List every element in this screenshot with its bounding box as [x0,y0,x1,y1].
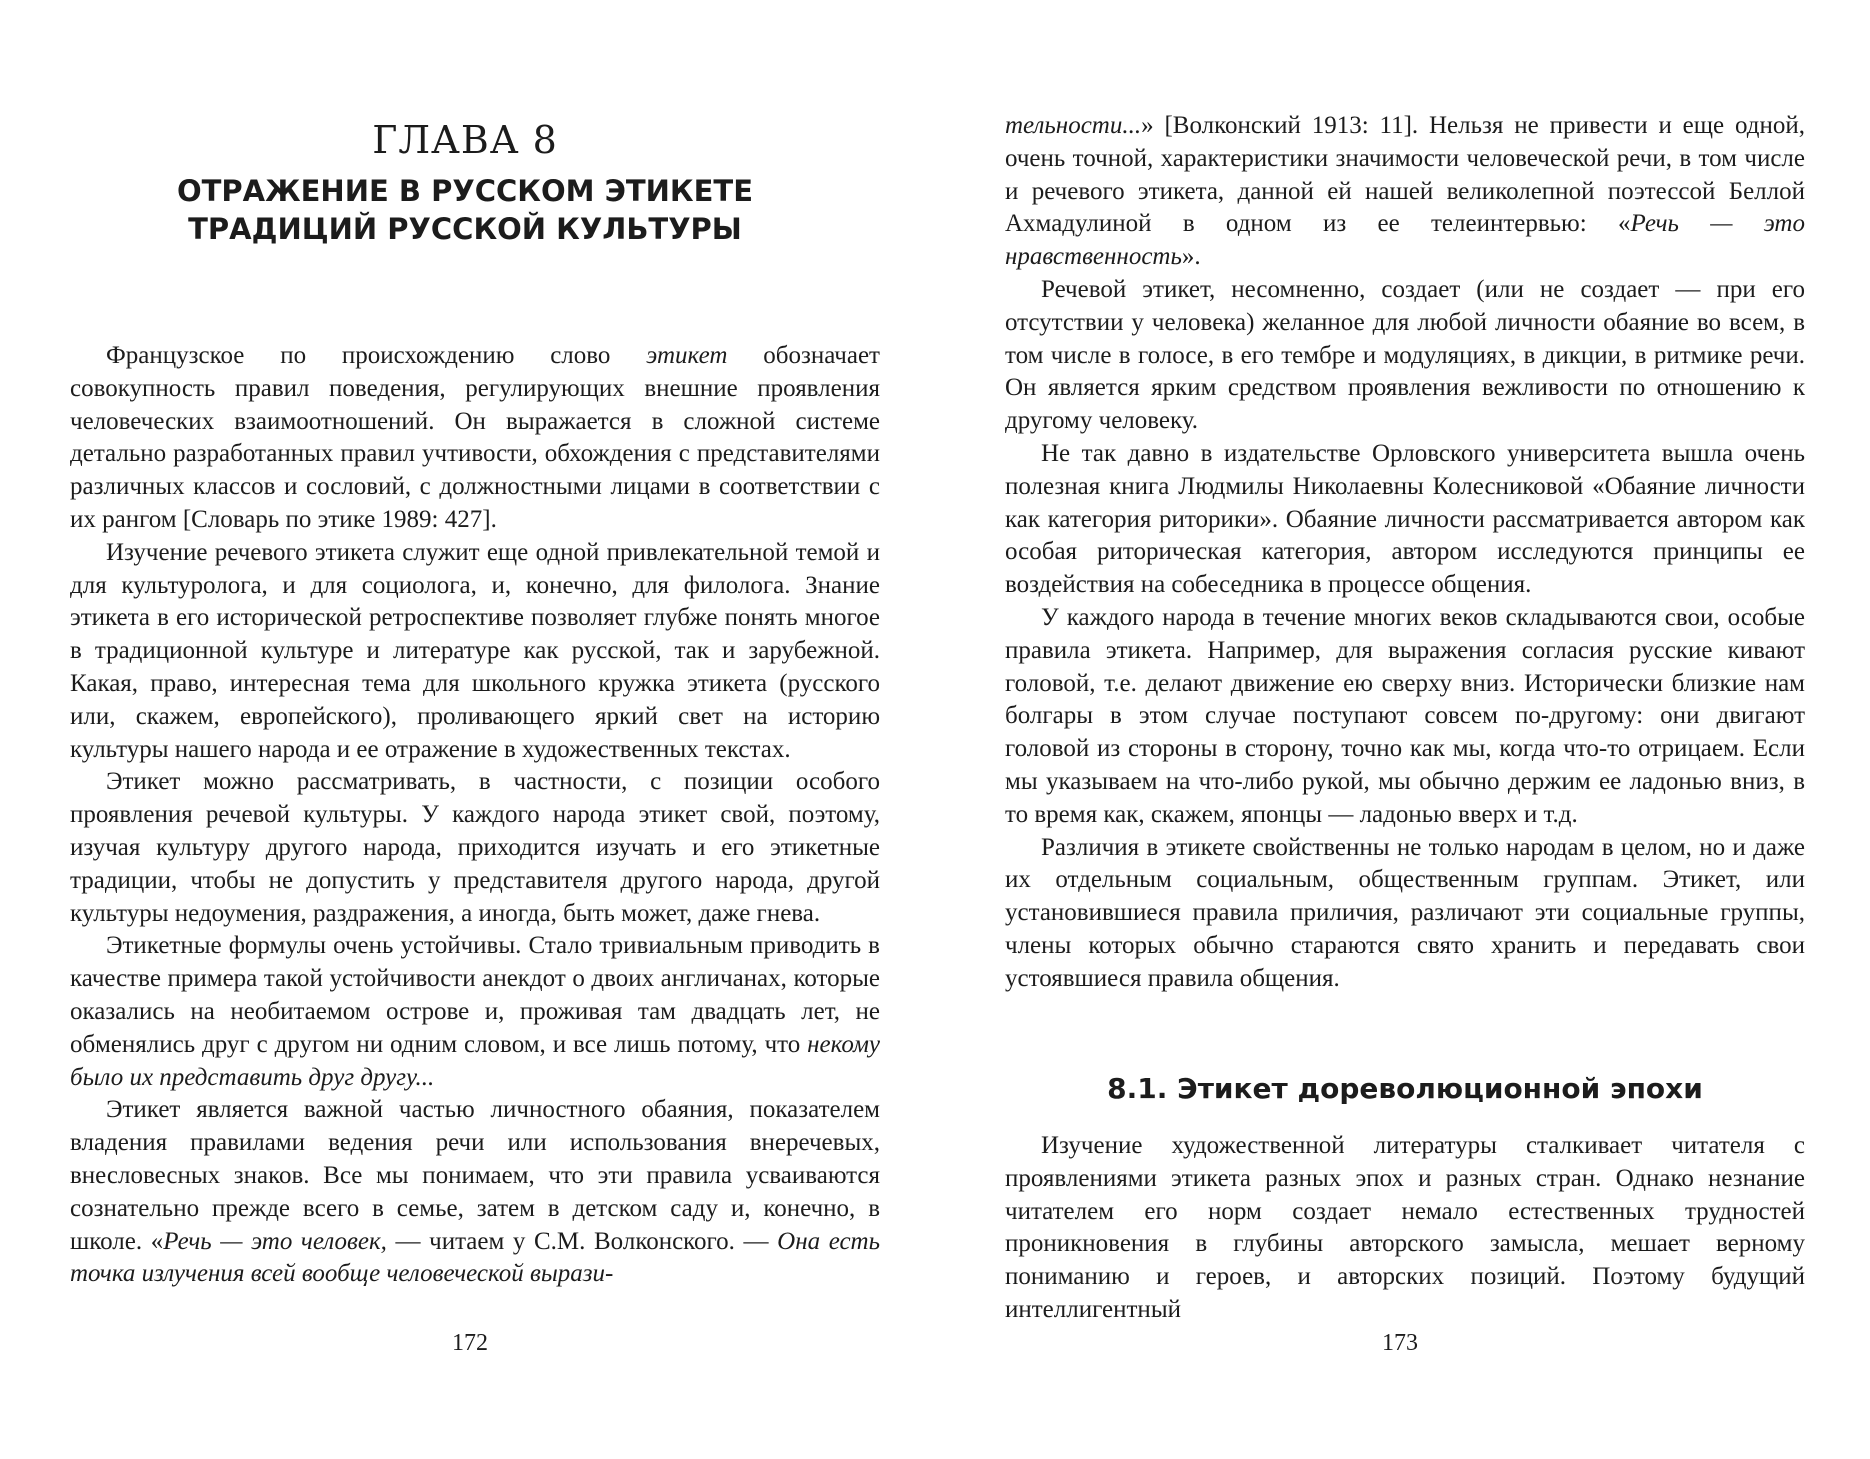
paragraph: Этикетные формулы очень устойчивы. Стало тривиальным приводить в качестве примера такой устойчивости анекдот о двоих англичанах, которые оказались на необитаемом острове и, проживая там двадцать лет, не обменялись друг с другом ни одним словом, и все лишь потому, что некому было их представить друг другу... [70,932,880,1091]
page-number: 172 [452,1330,488,1356]
paragraph: Не так давно в издательстве Орловского университета вышла очень полезная книга Людмилы Николаевны Колесниковой «Обаяние личности как категория риторики». Обаяние личности рассматривается автором как особая риторическая категория, автором исследуются принципы ее воздействия на собеседника в процессе общения. [1005,439,1805,599]
chapter-title-line-1: ОТРАЖЕНИЕ В РУССКОМ ЭТИКЕТЕ [176,174,754,208]
paragraph: Этикет является важной частью личностного обаяния, показателем владения правилами ведения речи или использования внеречевых, внесловесных знаков. Все мы понимаем, что эти правила усваиваются сознательно прежде всего в семье, затем в детском саду и, конечно, в школе. «Речь — это человек, — читаем у С.М. Волконского. — Она есть точка излучения всей вообще человеческой вырази- [70,1096,880,1288]
section-heading: 8.1. Этикет дореволюционной эпохи [1107,1072,1703,1105]
page-number: 173 [1382,1330,1418,1356]
chapter-label: ГЛАВА 8 [372,118,558,162]
paragraph: Этикет можно рассматривать, в частности, с позиции особого проявления речевой культуры. У каждого народа этикет свой, поэтому, изучая культуру другого народа, приходится изучать и его этикетные традиции, чтобы не допустить у представителя другого народа, другой культуры недоумения, раздражения, а иногда, быть может, даже гнева. [70,768,880,927]
left-body-text [70,340,880,1291]
right-page [935,0,1870,1459]
paragraph: Изучение художественной литературы сталкивает читателя с проявлениями этикета разных эпох и разных стран. Однако незнание читателем его норм создает немало естественных трудностей проникновения в глубины авторского замысла, мешает верному пониманию и героев, и авторских позиций. Поэтому будущий интеллигентный [1005,1132,1805,1323]
chapter-title-line-2: ТРАДИЦИЙ РУССКОЙ КУЛЬТУРЫ [188,212,742,246]
paragraph: тельности...» [Волконский 1913: 11]. Нельзя не привести и еще одной, очень точной, характеристики значимости человеческой речи, в том числе и речевого этикета, данной ей нашей великолепной поэтессой Беллой Ахмадулиной в одном из ее телеинтервью: «Речь — это нравственность». [1005,112,1805,271]
paragraph: Изучение речевого этикета служит еще одной привлекательной темой и для культуролога, и для социолога, и, конечно, для филолога. Знание этикета в его исторической ретроспективе позволяет глубже понять многое в традиционной культуре и литературе как русской, так и зарубежной. Какая, право, интересная тема для школьного кружка этикета (русского или, скажем, европейского), проливающего яркий свет на историю культуры нашего народа и ее отражение в художественных текстах. [70,538,880,763]
right-body-text [1005,110,1805,996]
paragraph: Речевой этикет, несомненно, создает (или не создает — при его отсутствии у человека) желанное для любой личности обаяние во всем, в том числе в голосе, в его тембре и модуляциях, в дикции, в ритмике речи. Он является ярким средством проявления вежливости по отношению к другому человеку. [1005,275,1805,435]
section-body-text [1005,1130,1805,1327]
chapter-title [140,172,790,248]
paragraph: Французское по происхождению слово этикет обозначает совокупность правил поведения, регулирующих внешние проявления человеческих взаимоотношений. Он выражается в сложной системе детально разработанных правил учтивости, обхождения с представителями различных классов и сословий, с должностными лицами в соответствии с их рангом [Словарь по этике 1989: 427]. [70,342,880,533]
paragraph: У каждого народа в течение многих веков складываются свои, особые правила этикета. Например, для выражения согласия русские кивают головой, т.е. делают движение ею сверху вниз. Исторически близкие нам болгары в этом случае поступают совсем по-другому: они двигают головой из стороны в сторону, точно как мы, когда что-то отрицаем. Если мы указываем на что-либо рукой, мы обычно держим ее ладонью вниз, в то время как, скажем, японцы — ладонью вверх и т.д. [1005,603,1805,828]
paragraph: Различия в этикете свойственны не только народам в целом, но и даже их отдельным социальным, общественным группам. Этикет, или установившиеся правила приличия, различают эти социальные группы, члены которых обычно стараются свято хранить и передавать свои устоявшиеся правила общения. [1005,833,1805,992]
